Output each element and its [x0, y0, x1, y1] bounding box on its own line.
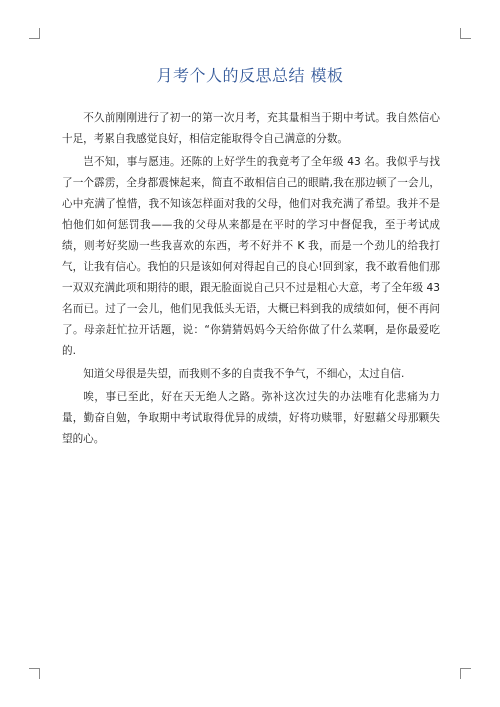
- document-title: 月考个人的反思总结 模板: [156, 66, 344, 85]
- crop-mark-bottom-left: [29, 668, 40, 679]
- document-body: [62, 108, 440, 452]
- paragraph-2: 岂不知，事与愿违。还陈的上好学生的我竟考了全年级 43 名。我似乎与找了一个霹雳，全身都震悚起来，简直不敢相信自己的眼睛,我在那边顿了一会儿，心中充满了惶惜，我不知该怎样面对我的父母，他们对我充满了希望。我并不是怕他们如何惩罚我——我的父母从来都是在平时的学习中督促我，至于考试成绩，则考好奖励一些我喜欢的东西，考不好并不 K 我，而是一个劲儿的给我打气，让我有信心。我怕的只是该如何对得起自己的良心!回到家，我不敢看他们那一双双充满此项和期待的眼，跟无脸面说自己只不过是粗心大意，考了全年级 43 名而已。过了一会儿，他们见我低头无语，大概已料到我的成绩如何，便不再问了。母亲赶忙拉开话题，说：“你猜猜妈妈今天给你做了什么菜啊，是你最爱吃的.: [62, 156, 440, 357]
- paragraph-3: 知道父母很是失望，而我则不多的自责我不争气，不细心，太过自信.: [83, 368, 405, 380]
- crop-mark-bottom-right: [460, 668, 471, 679]
- crop-mark-top-left: [29, 28, 40, 39]
- crop-mark-top-right: [460, 28, 471, 39]
- paragraph-4: 唉，事已至此，好在天无绝人之路。弥补这次过失的办法唯有化悲痛为力量，勤奋自勉，争取期中考试取得优异的成绩，好将功赎罪，好慰藉父母那颗失望的心。: [62, 391, 440, 445]
- paragraph-1: 不久前刚刚进行了初一的第一次月考，充其量相当于期中考试。我自然信心十足，考累自我感觉良好，相信定能取得令自己满意的分数。: [62, 112, 440, 145]
